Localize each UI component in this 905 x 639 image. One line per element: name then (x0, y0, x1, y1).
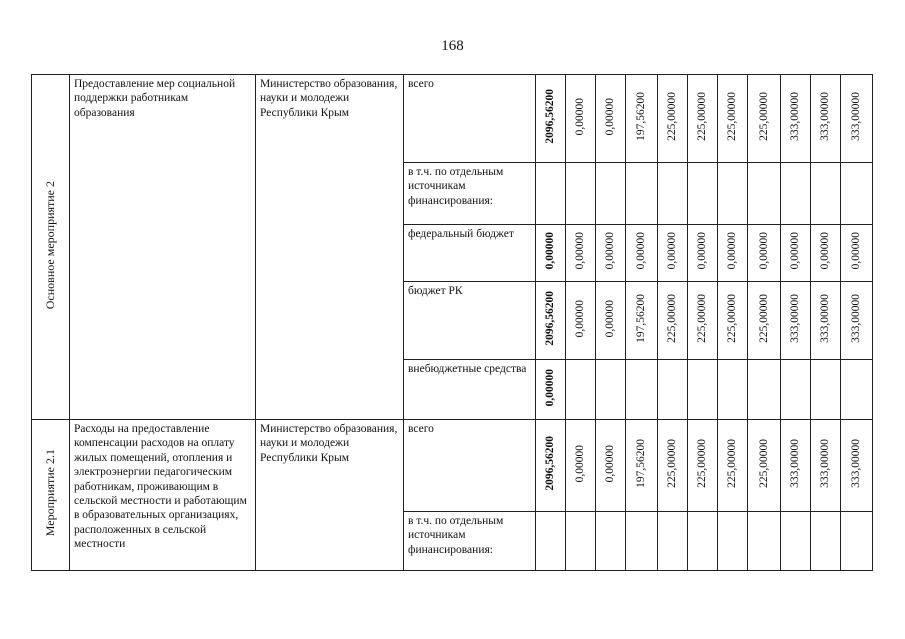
year-amount: 0,00000 (696, 232, 709, 270)
year-amount-cell (811, 225, 841, 282)
year-amount: 225,00000 (726, 91, 739, 141)
year-amount-cell (841, 512, 873, 571)
executor-name: Министерство образования, науки и молодежи Республики Крым (260, 423, 398, 464)
total-amount: 2096,56200 (544, 436, 557, 491)
year-amount-cell (781, 512, 811, 571)
year-amount-cell (626, 420, 658, 512)
year-amount-cell (811, 282, 841, 360)
year-amount: 333,00000 (819, 438, 832, 488)
year-amount: 0,00000 (604, 299, 617, 337)
year-amount-cell (688, 163, 718, 225)
year-amount-cell (718, 420, 748, 512)
executor-cell (256, 420, 404, 571)
year-amount-cell (841, 225, 873, 282)
total-amount-cell (536, 420, 566, 512)
year-amount-cell (596, 512, 626, 571)
year-amount-cell (658, 163, 688, 225)
total-amount-cell (536, 75, 566, 163)
measure-description-cell (70, 420, 256, 571)
funding-source-cell (404, 225, 536, 282)
year-amount-cell (658, 512, 688, 571)
year-amount-cell (748, 420, 781, 512)
year-amount-cell (658, 75, 688, 163)
year-amount-cell (748, 282, 781, 360)
total-amount-cell (536, 512, 566, 571)
year-amount-cell (596, 282, 626, 360)
measure-description: Расходы на предоставление компенсации расходов на оплату жилых помещений, отопления и электроэнергии педагогическим работникам, проживающим в сельской местности и работающим в образовательных организациях, расположенных в сельской местности (74, 423, 247, 550)
year-amount: 225,00000 (726, 293, 739, 343)
year-amount-cell (596, 360, 626, 420)
year-amount-cell (841, 420, 873, 512)
year-amount: 225,00000 (696, 438, 709, 488)
year-amount-cell (596, 225, 626, 282)
financing-table (31, 74, 873, 571)
year-amount-cell (688, 420, 718, 512)
year-amount: 225,00000 (666, 91, 679, 141)
year-amount: 333,00000 (850, 91, 863, 141)
year-amount-cell (811, 360, 841, 420)
year-amount-cell (596, 75, 626, 163)
year-amount-cell (811, 420, 841, 512)
total-amount-cell (536, 163, 566, 225)
year-amount-cell (566, 75, 596, 163)
year-amount-cell (688, 225, 718, 282)
executor-cell (256, 75, 404, 420)
year-amount: 225,00000 (696, 91, 709, 141)
year-amount: 0,00000 (789, 232, 802, 270)
year-amount-cell (566, 163, 596, 225)
year-amount-cell (781, 163, 811, 225)
year-amount-cell (841, 282, 873, 360)
year-amount: 197,56200 (635, 293, 648, 343)
total-amount: 0,00000 (544, 232, 557, 270)
year-amount-cell (718, 282, 748, 360)
year-amount: 333,00000 (789, 293, 802, 343)
year-amount: 197,56200 (635, 438, 648, 488)
year-amount-cell (658, 225, 688, 282)
year-amount-cell (596, 163, 626, 225)
year-amount: 0,00000 (726, 232, 739, 270)
year-amount-cell (566, 512, 596, 571)
year-amount: 0,00000 (666, 232, 679, 270)
total-amount-cell (536, 360, 566, 420)
funding-source-cell (404, 282, 536, 360)
year-amount-cell (626, 225, 658, 282)
year-amount: 333,00000 (850, 293, 863, 343)
funding-source: федеральный бюджет (408, 228, 514, 240)
year-amount: 0,00000 (604, 444, 617, 482)
page-number: 168 (441, 38, 464, 54)
year-amount-cell (566, 282, 596, 360)
year-amount-cell (688, 75, 718, 163)
year-amount-cell (626, 75, 658, 163)
year-amount: 333,00000 (789, 438, 802, 488)
year-amount-cell (688, 282, 718, 360)
year-amount-cell (626, 282, 658, 360)
year-amount-cell (718, 163, 748, 225)
year-amount-cell (626, 163, 658, 225)
year-amount: 333,00000 (850, 438, 863, 488)
year-amount: 225,00000 (757, 438, 770, 488)
year-amount-cell (841, 163, 873, 225)
year-amount: 197,56200 (635, 91, 648, 141)
year-amount: 0,00000 (757, 232, 770, 270)
year-amount: 0,00000 (604, 232, 617, 270)
year-amount: 0,00000 (635, 232, 648, 270)
funding-source: в т.ч. по отдельным источникам финансирования: (408, 166, 504, 207)
section-label-cell (32, 420, 70, 571)
total-amount: 0,00000 (544, 368, 557, 406)
funding-source: в т.ч. по отдельным источникам финансирования: (408, 515, 504, 556)
funding-source: внебюджетные средства (408, 363, 527, 375)
total-amount: 2096,56200 (544, 291, 557, 346)
year-amount-cell (688, 360, 718, 420)
funding-source-cell (404, 512, 536, 571)
table-row (32, 420, 873, 512)
funding-source-cell (404, 75, 536, 163)
year-amount-cell (841, 360, 873, 420)
year-amount-cell (566, 225, 596, 282)
year-amount-cell (811, 75, 841, 163)
year-amount-cell (718, 360, 748, 420)
year-amount-cell (748, 163, 781, 225)
total-amount-cell (536, 225, 566, 282)
section-label-cell (32, 75, 70, 420)
funding-source: бюджет РК (408, 285, 463, 297)
year-amount-cell (626, 360, 658, 420)
year-amount-cell (718, 75, 748, 163)
year-amount-cell (781, 75, 811, 163)
year-amount: 0,00000 (819, 232, 832, 270)
year-amount-cell (566, 420, 596, 512)
year-amount: 333,00000 (819, 293, 832, 343)
year-amount-cell (748, 75, 781, 163)
section-label: Мероприятие 2.1 (43, 449, 57, 537)
year-amount-cell (811, 163, 841, 225)
year-amount-cell (658, 282, 688, 360)
year-amount: 225,00000 (726, 438, 739, 488)
funding-source-cell (404, 360, 536, 420)
year-amount-cell (781, 282, 811, 360)
year-amount: 0,00000 (574, 444, 587, 482)
year-amount-cell (781, 360, 811, 420)
funding-source: всего (408, 78, 434, 90)
year-amount-cell (718, 225, 748, 282)
measure-description: Предоставление мер социальной поддержки работникам образования (74, 78, 236, 119)
year-amount: 0,00000 (574, 232, 587, 270)
year-amount-cell (811, 512, 841, 571)
total-amount-cell (536, 282, 566, 360)
year-amount: 0,00000 (574, 97, 587, 135)
year-amount-cell (626, 512, 658, 571)
year-amount: 225,00000 (757, 91, 770, 141)
year-amount-cell (658, 420, 688, 512)
year-amount-cell (748, 225, 781, 282)
executor-name: Министерство образования, науки и молодежи Республики Крым (260, 78, 398, 119)
year-amount-cell (841, 75, 873, 163)
funding-source-cell (404, 420, 536, 512)
year-amount: 225,00000 (666, 438, 679, 488)
year-amount: 225,00000 (696, 293, 709, 343)
year-amount: 333,00000 (789, 91, 802, 141)
year-amount-cell (781, 420, 811, 512)
year-amount: 0,00000 (604, 97, 617, 135)
year-amount-cell (748, 512, 781, 571)
year-amount: 225,00000 (666, 293, 679, 343)
funding-source: всего (408, 423, 434, 435)
year-amount: 333,00000 (819, 91, 832, 141)
year-amount-cell (718, 512, 748, 571)
year-amount-cell (688, 512, 718, 571)
section-label: Основное мероприятие 2 (43, 180, 57, 309)
year-amount: 0,00000 (574, 299, 587, 337)
year-amount-cell (748, 360, 781, 420)
year-amount: 225,00000 (757, 293, 770, 343)
year-amount: 0,00000 (850, 232, 863, 270)
year-amount-cell (781, 225, 811, 282)
year-amount-cell (596, 420, 626, 512)
total-amount: 2096,56200 (544, 89, 557, 144)
measure-description-cell (70, 75, 256, 420)
table-row (32, 75, 873, 163)
year-amount-cell (566, 360, 596, 420)
year-amount-cell (658, 360, 688, 420)
funding-source-cell (404, 163, 536, 225)
